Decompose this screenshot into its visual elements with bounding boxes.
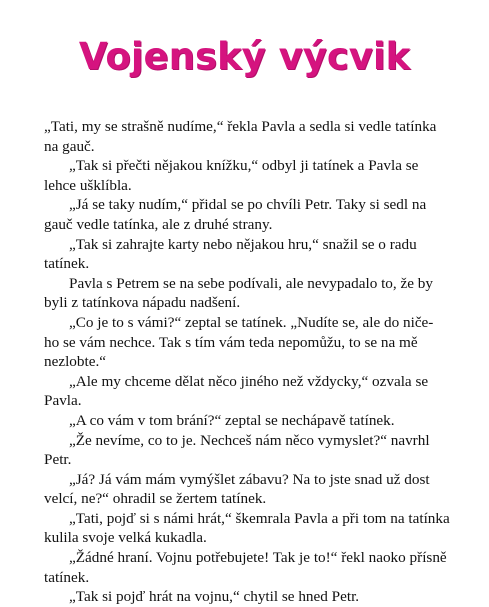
story-line: velcí, ne?“ ohradil se žertem tatínek. bbox=[44, 490, 267, 508]
story-line: ho se vám nechce. Tak s tím vám teda nepomůžu, to se na mě bbox=[44, 333, 418, 351]
story-line: na gauč. bbox=[44, 137, 95, 155]
story-line: „Žádné hraní. Vojnu potřebujete! Tak je to!“ řekl naoko přísně bbox=[69, 549, 447, 567]
story-line: „Tak si zahrajte karty nebo nějakou hru,“ snažil se o radu bbox=[69, 235, 417, 253]
story-line: tatínek. bbox=[44, 255, 90, 273]
story-line: „Tati, pojď si s námi hrát,“ škemrala Pavla a při tom na tatínka bbox=[69, 509, 450, 527]
story-line: „Tak si pojď hrát na vojnu,“ chytil se hned Petr. bbox=[69, 588, 360, 606]
story-line: „Tati, my se strašně nudíme,“ řekla Pavla a sedla si vedle tatínka bbox=[44, 118, 437, 135]
story-line: „Tak si přečti nějakou knížku,“ odbyl ji tatínek a Pavla se bbox=[69, 157, 419, 175]
story-line: kulila svoje velká kukadla. bbox=[44, 529, 207, 547]
story-line: Petr. bbox=[44, 451, 72, 469]
story-text bbox=[44, 117, 468, 607]
story-line: Pavla s Petrem se na sebe podívali, ale nevypadalo to, že by bbox=[69, 274, 433, 292]
story-line: „Já se taky nudím,“ přidal se po chvíli Petr. Taky si sedl na bbox=[69, 196, 427, 214]
story-line: „Že nevíme, co to je. Nechceš nám něco vymyslet?“ navrhl bbox=[69, 431, 430, 449]
story-line: „A co vám v tom brání?“ zeptal se nechápavě tatínek. bbox=[69, 411, 395, 429]
story-line: gauč vedle tatínka, ale z druhé strany. bbox=[44, 215, 273, 233]
story-line: „Já? Já vám mám vymýšlet zábavu? Na to jste snad už dost bbox=[69, 470, 430, 488]
story-line: „Ale my chceme dělat něco jiného než vždycky,“ ozvala se bbox=[69, 372, 429, 390]
story-line: byli z tatínkova nápadu nadšení. bbox=[44, 294, 241, 312]
story-line: lehce ušklíbla. bbox=[44, 176, 132, 194]
story-line: nezlobte.“ bbox=[44, 353, 106, 371]
story-line: Pavla. bbox=[44, 392, 82, 410]
story-title: Vojenský výcvik bbox=[78, 35, 411, 78]
story-line: tatínek. bbox=[44, 568, 90, 586]
story-line: „Co je to s vámi?“ zeptal se tatínek. „Nudíte se, ale do niče- bbox=[69, 313, 434, 331]
